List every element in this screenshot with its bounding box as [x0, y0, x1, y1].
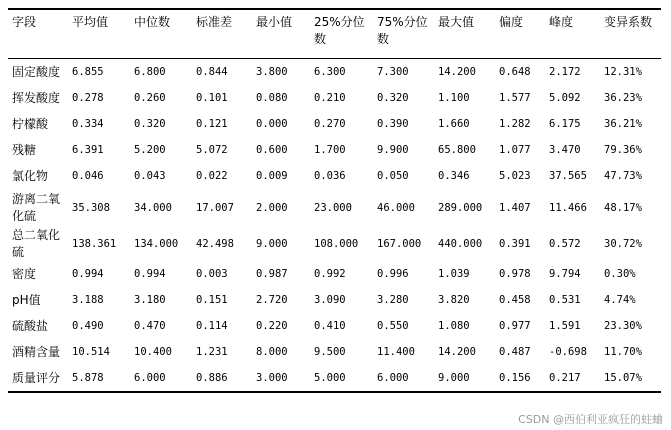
table-cell: 0.043 [134, 170, 166, 182]
table-cell: 0.009 [256, 170, 288, 182]
table-cell: 65.800 [438, 144, 476, 156]
table-row [8, 163, 661, 189]
column-header: 中位数 [134, 15, 171, 29]
table-cell: 3.280 [377, 294, 409, 306]
table-row [8, 85, 661, 111]
row-field-name: pH值 [12, 292, 41, 307]
table-cell: 0.531 [549, 294, 581, 306]
table-cell: 0.270 [314, 118, 346, 130]
table-cell: 1.407 [499, 202, 531, 214]
table-cell: 1.100 [438, 92, 470, 104]
table-cell: 138.361 [72, 238, 117, 250]
table-cell: 0.003 [196, 268, 228, 280]
table-cell: 5.878 [72, 372, 104, 384]
table-row [8, 261, 661, 287]
table-cell: 10.514 [72, 346, 110, 358]
row-field-name: 固定酸度 [12, 64, 61, 79]
table-cell: 8.000 [256, 346, 288, 358]
row-field-name: 挥发酸度 [12, 90, 61, 105]
table-cell: 0.648 [499, 66, 531, 78]
table-cell: 0.346 [438, 170, 470, 182]
table-cell: 11.70% [604, 346, 642, 358]
table-cell: 0.844 [196, 66, 228, 78]
row-field-name: 总二氧化硫 [12, 228, 61, 259]
table-cell: 0.210 [314, 92, 346, 104]
table-cell: 0.550 [377, 320, 409, 332]
table-cell: 11.400 [377, 346, 415, 358]
table-cell: 3.800 [256, 66, 288, 78]
table-cell: 0.101 [196, 92, 228, 104]
table-cell: 0.994 [72, 268, 104, 280]
table-cell: 37.565 [549, 170, 587, 182]
table-cell: 46.000 [377, 202, 415, 214]
table-row [8, 287, 661, 313]
column-header: 平均值 [72, 15, 109, 29]
table-cell: 0.490 [72, 320, 104, 332]
table-cell: 3.470 [549, 144, 581, 156]
table-cell: 23.000 [314, 202, 352, 214]
table-row [8, 339, 661, 365]
table-cell: 35.308 [72, 202, 110, 214]
table-cell: 5.023 [499, 170, 531, 182]
table-cell: 9.500 [314, 346, 346, 358]
table-cell: 0.320 [377, 92, 409, 104]
table-cell: 0.458 [499, 294, 531, 306]
table-cell: 5.200 [134, 144, 166, 156]
table-cell: 0.278 [72, 92, 104, 104]
table-cell: 0.334 [72, 118, 104, 130]
table-cell: 0.114 [196, 320, 228, 332]
row-field-name: 质量评分 [12, 370, 61, 385]
table-cell: 6.175 [549, 118, 581, 130]
table-cell: 0.600 [256, 144, 288, 156]
table-cell: 0.220 [256, 320, 288, 332]
table-cell: 1.231 [196, 346, 228, 358]
table-cell: 12.31% [604, 66, 642, 78]
table-cell: 3.000 [256, 372, 288, 384]
table-cell: 1.039 [438, 268, 470, 280]
table-cell: 0.121 [196, 118, 228, 130]
table-cell: 0.156 [499, 372, 531, 384]
column-header: 峰度 [549, 15, 574, 29]
table-cell: 36.23% [604, 92, 642, 104]
row-field-name: 氯化物 [12, 168, 49, 183]
table-cell: 0.987 [256, 268, 288, 280]
table-cell: 79.36% [604, 144, 642, 156]
table-cell: 1.700 [314, 144, 346, 156]
row-field-name: 柠檬酸 [12, 116, 49, 131]
table-cell: 0.036 [314, 170, 346, 182]
table-cell: 6.391 [72, 144, 104, 156]
table-cell: 7.300 [377, 66, 409, 78]
table-cell: 9.900 [377, 144, 409, 156]
table-cell: 0.30% [604, 268, 636, 280]
table-cell: 0.994 [134, 268, 166, 280]
table-header [8, 9, 661, 59]
table-cell: 48.17% [604, 202, 642, 214]
table-cell: 6.800 [134, 66, 166, 78]
table-cell: 5.092 [549, 92, 581, 104]
table-cell: 6.300 [314, 66, 346, 78]
table-cell: 9.000 [438, 372, 470, 384]
column-header: 变异系数 [604, 15, 653, 29]
table-cell: 1.660 [438, 118, 470, 130]
table-cell: 6.855 [72, 66, 104, 78]
row-field-name: 密度 [12, 266, 37, 281]
table-cell: 0.000 [256, 118, 288, 130]
table-row [8, 189, 661, 227]
table-cell: 2.172 [549, 66, 581, 78]
table-cell: 289.000 [438, 202, 483, 214]
table-cell: 440.000 [438, 238, 483, 250]
table-cell: 0.487 [499, 346, 531, 358]
table-row [8, 59, 661, 86]
table-cell: 30.72% [604, 238, 642, 250]
table-cell: 108.000 [314, 238, 359, 250]
table-cell: 3.180 [134, 294, 166, 306]
table-cell: 10.400 [134, 346, 172, 358]
table-cell: 1.282 [499, 118, 531, 130]
table-cell: 0.992 [314, 268, 346, 280]
table-cell: 1.080 [438, 320, 470, 332]
table-cell: 11.466 [549, 202, 587, 214]
row-field-name: 酒精含量 [12, 344, 61, 359]
row-field-name: 硫酸盐 [12, 318, 49, 333]
table-cell: 0.410 [314, 320, 346, 332]
table-row [8, 227, 661, 261]
table-row [8, 313, 661, 339]
table-cell: 15.07% [604, 372, 642, 384]
table-cell: 6.000 [377, 372, 409, 384]
table-cell: 0.996 [377, 268, 409, 280]
statistics-table [8, 8, 661, 393]
table-cell: 5.072 [196, 144, 228, 156]
table-cell: 36.21% [604, 118, 642, 130]
table-cell: 3.188 [72, 294, 104, 306]
table-cell: 0.391 [499, 238, 531, 250]
column-header: 25%分位数 [314, 15, 365, 46]
table-cell: 0.977 [499, 320, 531, 332]
table-cell: 42.498 [196, 238, 234, 250]
table-body [8, 59, 661, 393]
table-row [8, 137, 661, 163]
column-header: 标准差 [196, 15, 233, 29]
table-cell: 14.200 [438, 66, 476, 78]
table-cell: 1.077 [499, 144, 531, 156]
table-cell: 0.390 [377, 118, 409, 130]
table-cell: 0.151 [196, 294, 228, 306]
row-field-name: 残糖 [12, 142, 37, 157]
column-header: 最小值 [256, 15, 293, 29]
table-cell: 2.000 [256, 202, 288, 214]
table-cell: 23.30% [604, 320, 642, 332]
table-cell: 0.050 [377, 170, 409, 182]
table-cell: 14.200 [438, 346, 476, 358]
table-cell: 6.000 [134, 372, 166, 384]
table-cell: 34.000 [134, 202, 172, 214]
column-header: 最大值 [438, 15, 475, 29]
column-header: 字段 [12, 15, 37, 29]
table-cell: 0.260 [134, 92, 166, 104]
table-cell: 47.73% [604, 170, 642, 182]
table-cell: 134.000 [134, 238, 179, 250]
table-cell: 2.720 [256, 294, 288, 306]
table-cell: 0.217 [549, 372, 581, 384]
table-row [8, 111, 661, 137]
table-row [8, 365, 661, 392]
table-cell: 1.577 [499, 92, 531, 104]
table-cell: 0.022 [196, 170, 228, 182]
table-cell: 0.046 [72, 170, 104, 182]
table-cell: -0.698 [549, 346, 587, 358]
table-cell: 0.886 [196, 372, 228, 384]
table-cell: 0.978 [499, 268, 531, 280]
watermark: CSDN @西伯利亚疯狂的蛀蛐 [518, 413, 663, 426]
column-header: 偏度 [499, 15, 524, 29]
table-cell: 9.794 [549, 268, 581, 280]
row-field-name: 游离二氧化硫 [12, 192, 61, 223]
table-cell: 0.320 [134, 118, 166, 130]
table-cell: 4.74% [604, 294, 636, 306]
table-cell: 9.000 [256, 238, 288, 250]
table-cell: 3.820 [438, 294, 470, 306]
table-cell: 5.000 [314, 372, 346, 384]
table-cell: 1.591 [549, 320, 581, 332]
table-cell: 0.572 [549, 238, 581, 250]
table-cell: 17.007 [196, 202, 234, 214]
table-cell: 0.080 [256, 92, 288, 104]
table-cell: 0.470 [134, 320, 166, 332]
header-row [8, 9, 661, 59]
column-header: 75%分位数 [377, 15, 428, 46]
table-cell: 167.000 [377, 238, 422, 250]
table-cell: 3.090 [314, 294, 346, 306]
